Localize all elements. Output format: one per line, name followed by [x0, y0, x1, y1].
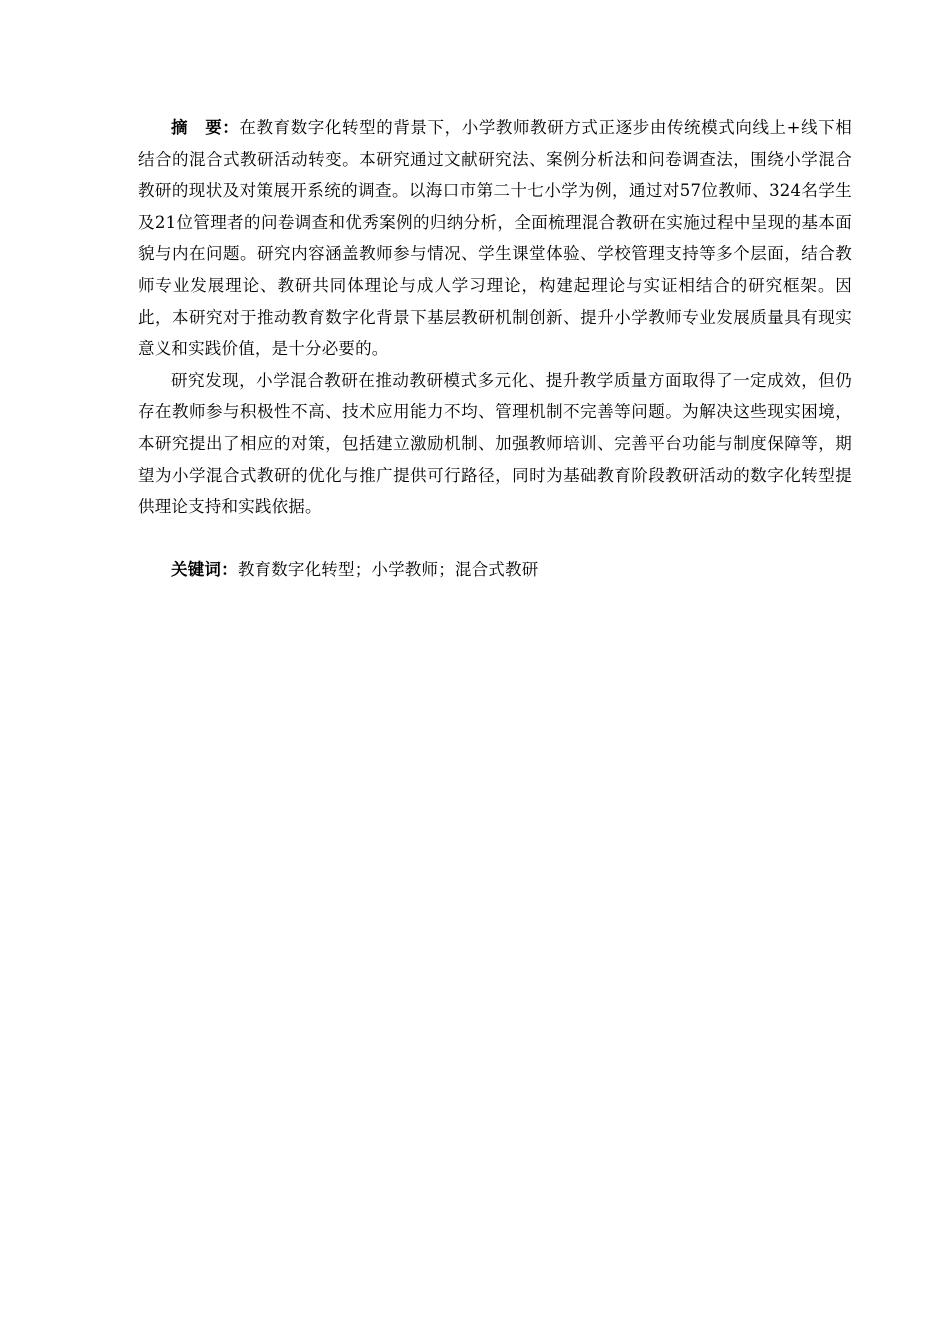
- abstract-paragraph-1: [138, 112, 852, 365]
- abstract-paragraph-2: 研究发现，小学混合教研在推动教研模式多元化、提升教学质量方面取得了一定成效，但仍存在教师参与积极性不高、技术应用能力不均、管理机制不完善等问题。为解决这些现实困境，本研究提出了相应的对策，包括建立激励机制、加强教师培训、完善平台功能与制度保障等，期望为小学混合式教研的优化与推广提供可行路径，同时为基础教育阶段教研活动的数字化转型提供理论支持和实践依据。: [138, 370, 852, 517]
- abstract-label: 摘 要：: [171, 118, 240, 137]
- keywords-label: 关键词：: [171, 559, 238, 579]
- keywords-line: [138, 554, 852, 586]
- abstract-page: [138, 112, 852, 585]
- keywords-text: 教育数字化转型；小学教师；混合式教研: [237, 559, 539, 579]
- abstract-text-1: 在教育数字化转型的背景下，小学教师教研方式正逐步由传统模式向线上+线下相结合的混合式教研活动转变。本研究通过文献研究法、案例分析法和问卷调查法，围绕小学混合教研的现状及对策展开系统的调查。以海口市第二十七小学为例，通过对57位教师、324名学生及21位管理者的问卷调查和优秀案例的归纳分析，全面梳理混合教研在实施过程中呈现的基本面貌与内在问题。研究内容涵盖教师参与情况、学生课堂体验、学校管理支持等多个层面，结合教师专业发展理论、教研共同体理论与成人学习理论，构建起理论与实证相结合的研究框架。因此，本研究对于推动教育数字化背景下基层教研机制创新、提升小学教师专业发展质量具有现实意义和实践价值，是十分必要的。: [138, 118, 852, 359]
